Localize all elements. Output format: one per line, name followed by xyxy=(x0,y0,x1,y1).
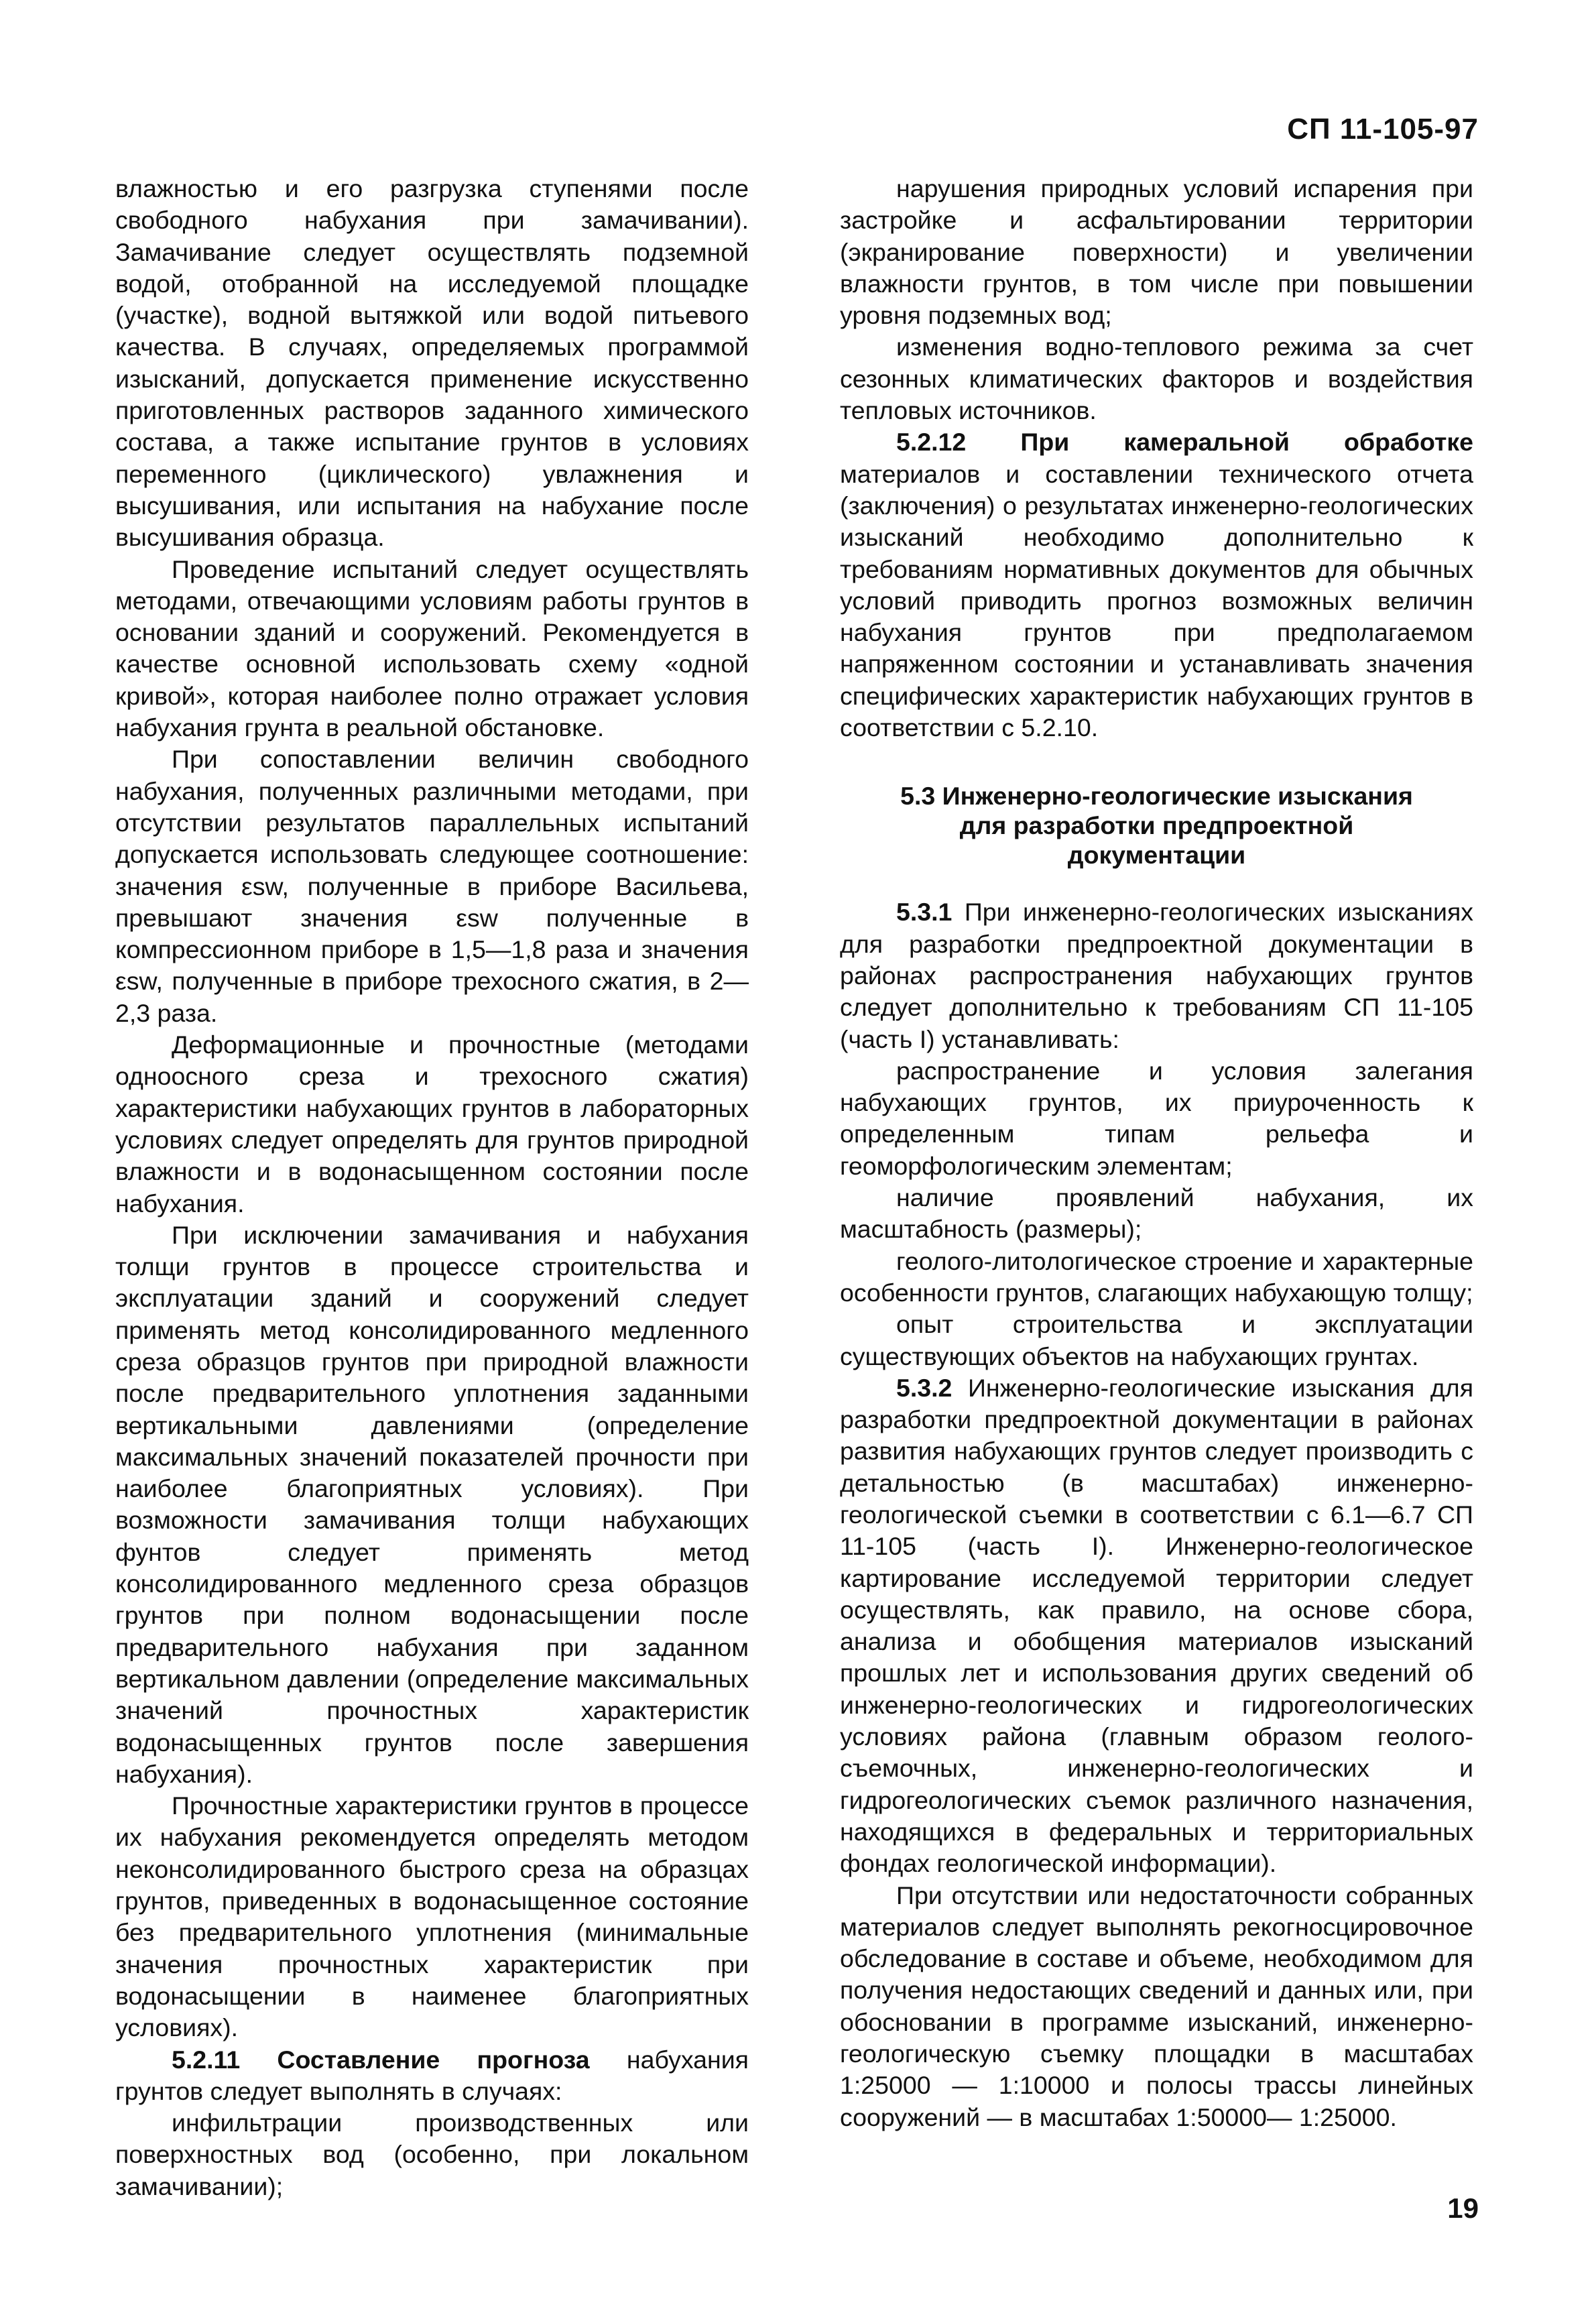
clause-text: материалов и составлении технического отчета (заключения) о результатах инженерно-геологических изысканий необходимо дополнительно к требованиям нормативных документов для обычных условий приводить прогноз возможных величин набухания грунтов при предполагаемом напряженном состоянии и устанавливать значения специфических характеристик набухающих грунтов в соответствии с 5.2.10. xyxy=(840,459,1473,742)
clause-lead: 5.2.11 Составление прогноза xyxy=(172,2045,590,2074)
heading-line: 5.3 Инженерно-геологические изыскания xyxy=(900,782,1413,811)
clause-5-3-1 xyxy=(840,896,1473,1055)
section-heading-5-3 xyxy=(840,781,1473,870)
list-item: изменения водно-теплового режима за счет сезонных климатических факторов и воздействия тепловых источников. xyxy=(840,333,1473,425)
paragraph: Деформационные и прочностные (методами одноосного среза и трехосного сжатия) характеристики набухающих грунтов в лабораторных условиях следует определять для грунтов природной влажности и в водонасыщенном состоянии после набухания. xyxy=(115,1030,749,1218)
paragraph: При отсутствии или недостаточности собранных материалов следует выполнять рекогносцировочное обследование в составе и объеме, необходимом для получения недостающих сведений и данных или, при обосновании в программе изысканий, инженерно-геологическую съемку площадки в масштабах 1:25000 — 1:10000 и полосы трассы линейных сооружений — в масштабах 1:50000— 1:25000. xyxy=(840,1881,1473,2131)
page-number: 19 xyxy=(1447,2192,1479,2224)
clause-5-3-2 xyxy=(840,1372,1473,1880)
clause-5-2-11 xyxy=(115,2044,749,2108)
paragraph: Проведение испытаний следует осуществлять методами, отвечающими условиям работы грунтов в основании зданий и сооружений. Рекомендуется в качестве основной использовать схему «одной кривой», которая наиболее полно отражает условия набухания грунта в реальной обстановке. xyxy=(115,554,749,742)
list-item: геолого-литологическое строение и характерные особенности грунтов, слагающих набухающую толщу; xyxy=(840,1246,1473,1307)
clause-lead: 5.2.12 При камеральной обработке xyxy=(896,428,1473,457)
clause-lead: 5.3.1 xyxy=(896,898,953,927)
paragraph: При сопоставлении величин свободного набухания, полученных различными методами, при отсутствии результатов параллельных испытаний допускается использовать следующее соотношение: значения εsw, полученные в приборе Васильева, превышают значения εsw полученные в компрессионном приборе в 1,5—1,8 раза и значения εsw, полученные в приборе трехосного сжатия, в 2—2,3 раза. xyxy=(115,745,749,1027)
clause-text: набухания грунтов следует выполнять в случаях: xyxy=(115,2045,749,2105)
list-item: наличие проявлений набухания, их масштабность (размеры); xyxy=(840,1183,1473,1244)
paragraph: Прочностные характеристики грунтов в процессе их набухания рекомендуется определять методом неконсолидированного быстрого среза на образцах грунтов, приведенных в водонасыщенное состояние без предварительного уплотнения (минимальные значения прочностных характеристик при водонасыщении в наименее благоприятных условиях). xyxy=(115,1791,749,2042)
list-item: инфильтрации производственных или поверхностных вод (особенно, при локальном замачивании); xyxy=(115,2109,749,2200)
clause-lead: 5.3.2 xyxy=(896,1373,953,1402)
paragraph: При исключении замачивания и набухания толщи грунтов в процессе строительства и эксплуатации зданий и сооружений следует применять метод консолидированного медленного среза образцов грунтов при природной влажности после предварительного уплотнения заданными вертикальными давлениями (определение максимальных значений показателей прочности при наиболее благоприятных условиях). При возможности замачивания толщи набухающих фунтов следует применять метод консолидированного медленного среза образцов грунтов при полном водонасыщении после предварительного набухания при заданном вертикальном давлении (определение максимальных значений прочностных характеристик водонасыщенных грунтов после завершения набухания). xyxy=(115,1220,749,1788)
left-column xyxy=(115,173,749,2202)
clause-5-2-12 xyxy=(840,426,1473,744)
heading-line: для разработки предпроектной xyxy=(959,811,1354,840)
right-column xyxy=(840,173,1473,2133)
heading-line: документации xyxy=(1067,841,1246,870)
clause-text: При инженерно-геологических изысканиях для разработки предпроектной документации в районах распространения набухающих грунтов следует дополнительно к требованиям СП 11-105 (часть I) устанавливать: xyxy=(840,898,1473,1053)
clause-text: Инженерно-геологические изыскания для разработки предпроектной документации в районах развития набухающих грунтов следует производить с детальностью (в масштабах) инженерно-геологической съемки в соответствии с 6.1—6.7 СП 11-105 (часть I). Инженерно-геологическое картирование исследуемой территории следует осуществлять, как правило, на основе сбора, анализа и обобщения материалов изысканий прошлых лет и использования других сведений об инженерно-геологических и гидрогеологических условиях района (главным образом геолого-съемочных, инженерно-геологических и гидрогеологических съемок различного назначения, находящихся в федеральных и территориальных фондах геологической информации). xyxy=(840,1373,1473,1878)
list-item: распространение и условия залегания набухающих грунтов, их приуроченность к определенным типам рельефа и геоморфологическим элементам; xyxy=(840,1056,1473,1180)
list-item: опыт строительства и эксплуатации существующих объектов на набухающих грунтах. xyxy=(840,1310,1473,1370)
paragraph: влажностью и его разгрузка ступенями после свободного набухания при замачивании). Замачивание следует осуществлять подземной водой, отобранной на исследуемой площадке (участке), водной вытяжкой или водой питьевого качества. В случаях, определяемых программой изысканий, допускается применение искусственно приготовленных растворов заданного химического состава, а также испытание грунтов в условиях переменного (циклического) увлажнения и высушивания, или испытания на набухание после высушивания образца. xyxy=(115,174,749,552)
list-item: нарушения природных условий испарения при застройке и асфальтировании территории (экранирование поверхности) и увеличении влажности грунтов, в том числе при повышении уровня подземных вод; xyxy=(840,174,1473,330)
document-code: СП 11-105-97 xyxy=(1287,113,1479,145)
